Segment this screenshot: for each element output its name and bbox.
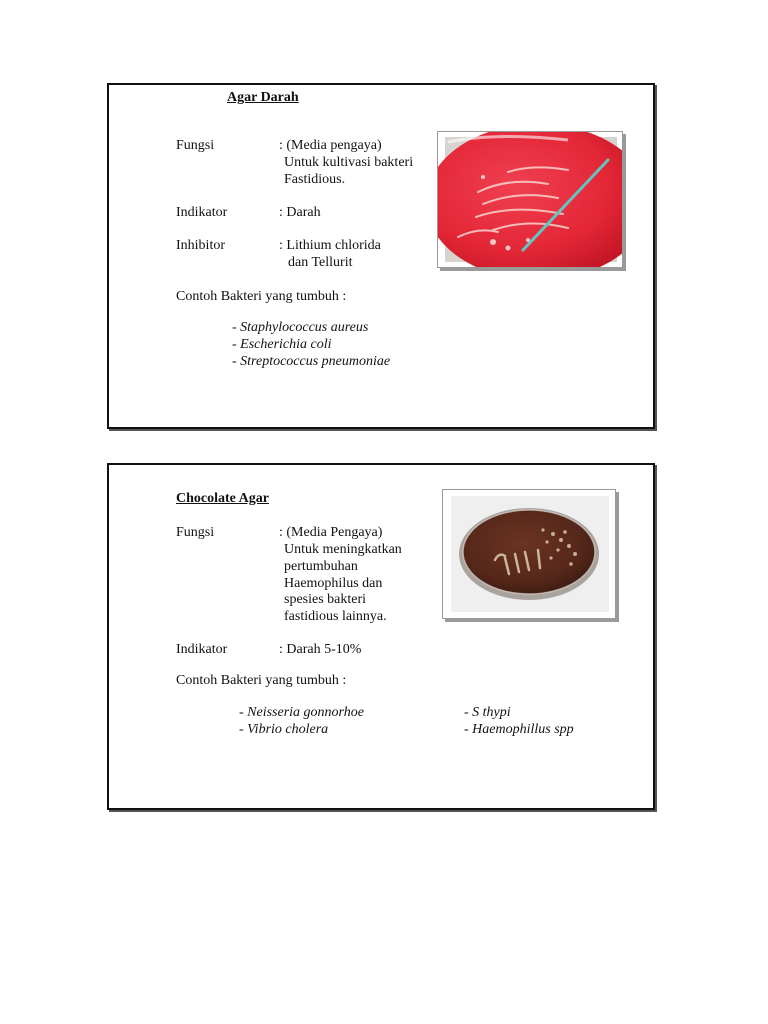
fungsi-line-1: : (Media pengaya)	[279, 138, 382, 153]
bacteria-item: - Neisseria gonnorhoe	[239, 705, 364, 720]
fungsi-line-1: : (Media Pengaya)	[279, 525, 383, 540]
chocolate-agar-plate-image	[443, 490, 615, 618]
inhibitor-line-1: : Lithium chlorida	[279, 238, 381, 253]
fungsi-line-3: pertumbuhan	[284, 559, 358, 574]
fungsi-label: Fungsi	[176, 138, 215, 153]
fungsi-line-6: fastidious lainnya.	[284, 609, 387, 624]
bacteria-item: - Haemophillus spp	[464, 722, 574, 737]
indikator-label: Indikator	[176, 642, 228, 657]
fungsi-line-3: Fastidious.	[284, 172, 346, 187]
inhibitor-line-2: dan Tellurit	[288, 255, 353, 270]
bacteria-item: - Streptococcus pneumoniae	[232, 354, 391, 369]
chocolate-agar-title: Chocolate Agar	[176, 491, 269, 506]
indikator-value: : Darah	[279, 205, 321, 220]
bacteria-item: - Vibrio cholera	[239, 722, 329, 737]
chocolate-agar-photo	[442, 489, 616, 619]
indikator-value: : Darah 5-10%	[279, 642, 362, 657]
bacteria-item: - Staphylococcus aureus	[232, 320, 369, 335]
indikator-label: Indikator	[176, 205, 228, 220]
fungsi-line-2: Untuk kultivasi bakteri	[284, 155, 414, 170]
blood-agar-plate-image	[438, 132, 622, 267]
fungsi-label: Fungsi	[176, 525, 215, 540]
inhibitor-label: Inhibitor	[176, 238, 225, 253]
fungsi-line-4: Haemophilus dan	[284, 576, 383, 591]
contoh-bakteri-label: Contoh Bakteri yang tumbuh :	[176, 673, 347, 688]
bacteria-item: - S thypi	[464, 705, 511, 720]
bacteria-item: - Escherichia coli	[232, 337, 332, 352]
blood-agar-photo	[437, 131, 623, 268]
fungsi-line-5: spesies bakteri	[284, 592, 367, 607]
contoh-bakteri-label: Contoh Bakteri yang tumbuh :	[176, 289, 347, 304]
fungsi-line-2: Untuk meningkatkan	[284, 542, 402, 557]
agar-darah-title: Agar Darah	[227, 90, 299, 105]
